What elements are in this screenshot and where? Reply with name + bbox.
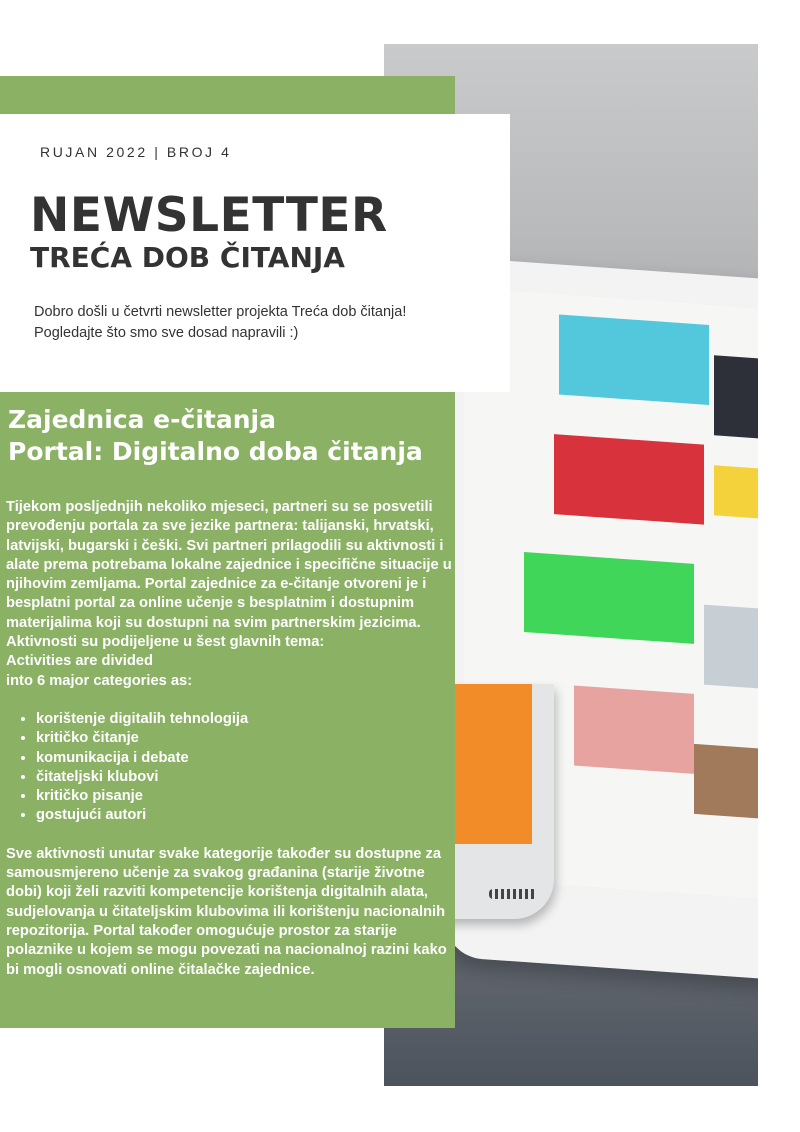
topics-intro-en-2: into 6 major categories as: (6, 672, 193, 689)
album-tile-pink (574, 686, 694, 774)
issue-date: RUJAN 2022 | BROJ 4 (40, 144, 232, 160)
list-item: • kritičko čitanje (36, 729, 452, 748)
album-tile-red (554, 434, 704, 524)
article-title-line1: Zajednica e-čitanja (8, 405, 276, 434)
article-title-line2: Portal: Digitalno doba čitanja (8, 437, 423, 466)
list-item: • čitateljski klubovi (36, 768, 452, 787)
article-paragraph-1: Tijekom posljednjih nekoliko mjeseci, partneri su se posvetili prevođenju portala za sve jezike partnera: talijanski, hrvatski, latvijski, bugarski i češki. Svi partneri prilagodili su aktivnosti i alate prema potrebama lokalne zajednice i specifične situacije u njihovim zemljama. Portal zajednice za e-čitanje otvoreni je i besplatni portal za online učenje s besplatnim i dostupnim materijalima koji su dostupni na svim partnerskim jezicima. (6, 499, 452, 631)
topics-list (6, 710, 452, 826)
phone-speaker (489, 889, 537, 899)
album-tile-grey (704, 605, 758, 694)
list-item: • korištenje digitalih tehnologija (36, 710, 452, 729)
topics-intro: Aktivnosti su podijeljene u šest glavnih tema: (6, 634, 325, 651)
article-panel (0, 392, 455, 1028)
album-tile-cyan (559, 314, 709, 404)
list-item: • gostujući autori (36, 806, 452, 825)
list-item: • komunikacija i debate (36, 749, 452, 768)
album-tile-photo (694, 744, 758, 822)
album-tile-green (524, 552, 694, 644)
article-body (6, 498, 452, 980)
topics-intro-en-1: Activities are divided (6, 653, 153, 670)
article-paragraph-2: Sve aktivnosti unutar svake kategorije također su dostupne za samousmjereno učenje za svakog građanina (starije životne dobi) koji želi razviti kompetencije korištenja digitalnih alata, sudjelovanja u čitateljskim klubovima ili korištenju nacionalnih repozitorija. Portal također omogućuje prostor za starije polaznike u kojem se mogu povezati na nacionalnoj razini kako bi mogli osnovati online čitalačke zajednice. (6, 845, 447, 978)
article-title (8, 404, 423, 468)
intro-text: Dobro došli u četvrti newsletter projekta Treća dob čitanja! Pogledajte što smo sve dosad napravili :) (34, 304, 407, 341)
newsletter-title: NEWSLETTER (30, 188, 388, 243)
album-tile-yellow (714, 465, 758, 523)
newsletter-subtitle: TREĆA DOB ČITANJA (30, 241, 345, 274)
list-item: • kritičko pisanje (36, 787, 452, 806)
album-tile-dark (714, 355, 758, 443)
header-accent-bar (0, 76, 455, 114)
